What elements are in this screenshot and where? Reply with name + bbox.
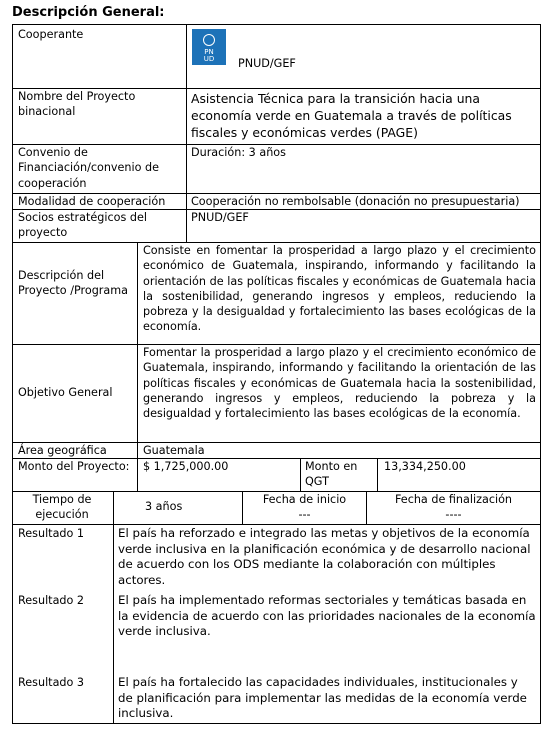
- table-border-right: [540, 24, 541, 724]
- resultado-2-text: El país ha implementado reformas sectoriales y temáticas basada en la evidencia de acuerdo con las prioridades nacionales de la economía verde inclusiva.: [118, 593, 536, 639]
- modalidad-value: Cooperación no rembolsable (donación no presupuestaria): [191, 195, 520, 208]
- column-divider: [300, 458, 301, 491]
- tiempo-label: Tiempo de ejecución: [32, 493, 92, 522]
- nombre-label: Nombre del Proyecto binacional: [18, 90, 136, 119]
- resultado-1-label: Resultado 1: [18, 527, 85, 540]
- objetivo-label: Objetivo General: [18, 386, 113, 399]
- resultado-1-text: El país ha reforzado e integrado las metas y objetivos de la economía verde inclusiva en la planificación económica y de desarrollo nacional de acuerdo con los ODS mediante la colaboración con múltiples actores.: [118, 526, 531, 587]
- fecha-fin-label: Fecha de finalización: [394, 493, 513, 506]
- cooperante-label: Cooperante: [18, 28, 84, 41]
- globe-icon: [203, 34, 215, 46]
- area-label: Área geográfica: [18, 444, 107, 457]
- fecha-inicio-label: Fecha de inicio: [262, 493, 347, 506]
- undp-logo-icon: [192, 29, 226, 65]
- area-value: Guatemala: [143, 444, 205, 457]
- descripcion-value: Consiste en fomentar la prosperidad a largo plazo y el crecimiento económico de Guatemala, inspirando, informando y facilitando la orientación de las políticas fiscales y económicas de Guatemala hacia la sostenibilidad, generando ingresos y empleos, reduciendo la pobreza y la desigualdad y fortalecimiento las bases ecológicas de la economía.: [143, 244, 536, 334]
- column-divider: [137, 242, 138, 491]
- convenio-label: Convenio de Financiación/convenio de cooperación: [18, 146, 160, 190]
- descripcion-label: Descripción del Proyecto /Programa: [18, 269, 129, 298]
- resultado-3-label: Resultado 3: [18, 676, 85, 689]
- table-border-bottom: [12, 723, 541, 724]
- resultado-2-label: Resultado 2: [18, 594, 85, 607]
- column-divider: [186, 24, 187, 242]
- section-heading: Descripción General:: [12, 5, 165, 20]
- row-divider: [12, 524, 541, 525]
- convenio-value: Duración: 3 años: [191, 146, 286, 159]
- objetivo-value: Fomentar la prosperidad a largo plazo y el crecimiento económico de Guatemala, inspirando, informando y facilitando la orientación de las políticas fiscales y económicas de Guatemala hacia la sostenibilidad, generando ingresos y empleos, reduciendo la pobreza y la desigualdad y fortalecimiento las bases ecológicas de la economía.: [143, 346, 536, 421]
- socios-label: Socios estratégicos del proyecto: [18, 211, 147, 240]
- logo-text-line1: PN: [204, 48, 214, 56]
- nombre-value: Asistencia Técnica para la transición hacia una economía verde en Guatemala a través de políticas fiscales y económicas verdes (PAGE): [191, 91, 512, 140]
- column-divider: [377, 458, 378, 491]
- column-divider: [113, 491, 114, 723]
- cooperante-value: PNUD/GEF: [238, 57, 296, 70]
- monto-label: Monto del Proyecto:: [18, 460, 130, 473]
- table-border-top: [12, 24, 541, 25]
- logo-text-line2: UD: [203, 55, 215, 63]
- socios-value: PNUD/GEF: [191, 211, 249, 224]
- modalidad-label: Modalidad de cooperación: [18, 195, 166, 208]
- tiempo-value: 3 años: [145, 500, 183, 513]
- resultado-3-text: El país ha fortalecido las capacidades individuales, institucionales y de planificación para implementar las medidas de la economía verde inclusiva.: [118, 675, 527, 721]
- project-description-table: [12, 24, 541, 724]
- fecha-inicio-value: ---: [298, 508, 311, 521]
- table-border-left: [12, 24, 13, 724]
- monto-qgt-value: 13,334,250.00: [384, 460, 466, 473]
- monto-value: $ 1,725,000.00: [143, 460, 229, 473]
- fecha-fin-value: ----: [445, 508, 462, 521]
- monto-qgt-label: Monto en QGT: [305, 460, 358, 489]
